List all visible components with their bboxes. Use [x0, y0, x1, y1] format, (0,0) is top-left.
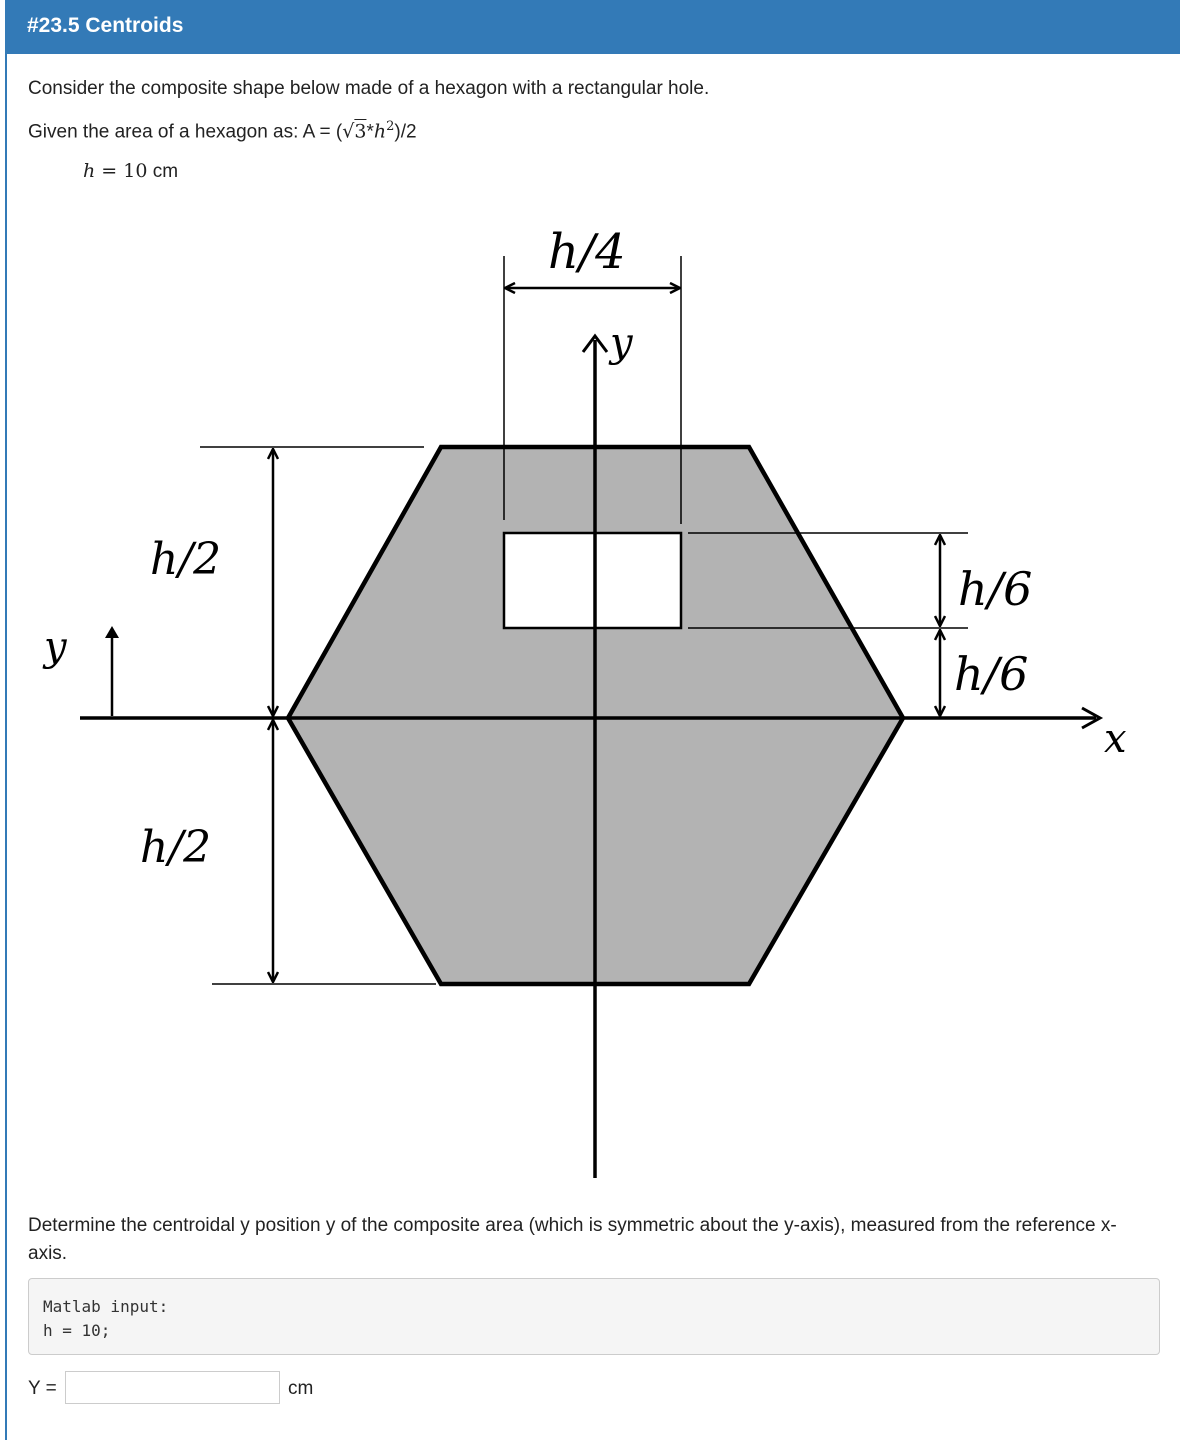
question-text: Determine the centroidal y position y of the composite area (which is symmetric about the y-axis), measured from the reference x-axis.: [28, 1215, 1117, 1264]
label-upper-half: h/2: [150, 534, 222, 585]
label-y-ref: y: [44, 624, 67, 670]
h-value: h = 10 cm: [83, 160, 179, 182]
answer-label: Y =: [28, 1378, 57, 1399]
label-lower-half: h/2: [140, 822, 212, 873]
code-line-2: h = 10;: [43, 1321, 111, 1340]
label-hole-offset: h/6: [954, 647, 1029, 701]
problem-title: #23.5 Centroids: [27, 14, 184, 37]
label-hole-height: h/6: [958, 562, 1033, 616]
y-ref-arrow-icon: [105, 626, 119, 638]
area-formula: Given the area of a hexagon as: $A = (√3*h^2)/2$: [28, 119, 417, 143]
code-line-1: Matlab input:: [43, 1297, 169, 1316]
matlab-code-block: [28, 1278, 1160, 1355]
answer-unit: cm: [288, 1378, 314, 1399]
intro-text: Consider the composite shape below made of a hexagon with a rectangular hole.: [28, 78, 710, 99]
label-top-width: h/4: [548, 224, 626, 280]
label-x-axis: x: [1104, 716, 1127, 762]
rectangular-hole: [504, 533, 681, 628]
label-y-axis: y: [610, 320, 633, 366]
answer-input[interactable]: [65, 1371, 280, 1404]
